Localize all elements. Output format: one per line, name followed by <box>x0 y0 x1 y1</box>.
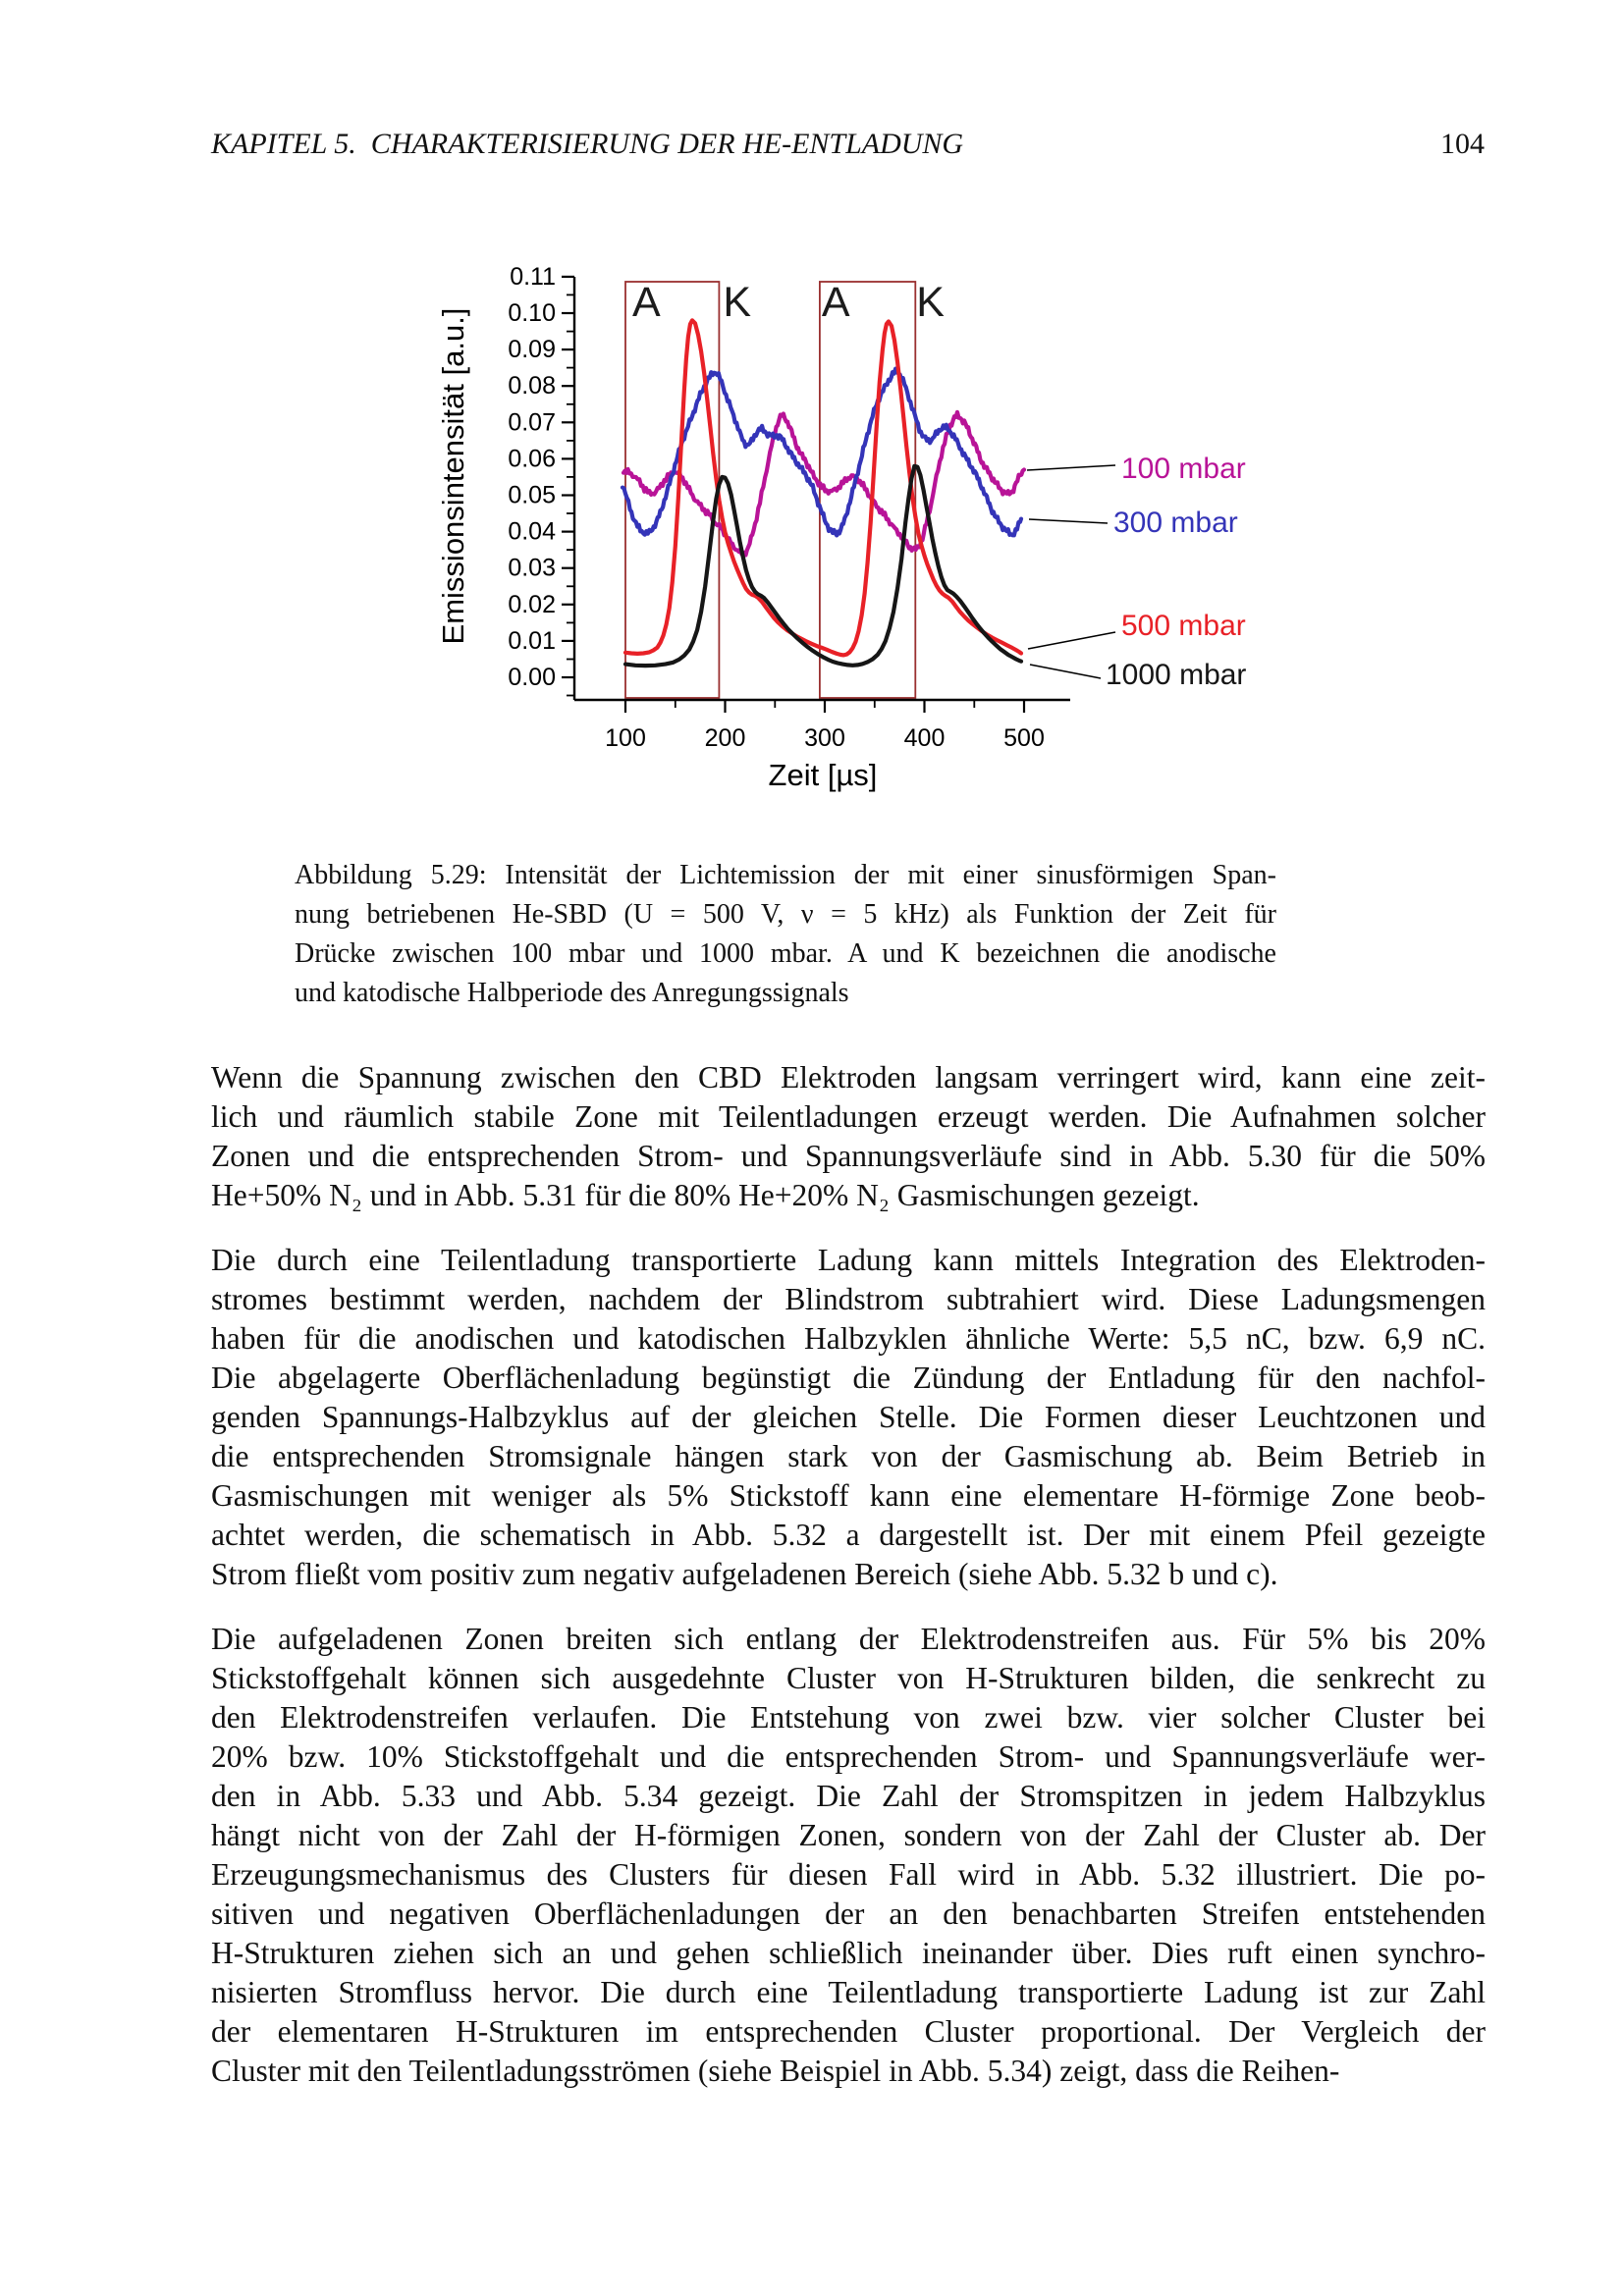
page-number: 104 <box>1440 128 1485 160</box>
half-period-letter: A <box>821 279 850 326</box>
text-line: die entsprechenden Stromsignale hängen stark von der Gasmischung ab. Beim Betrieb in <box>211 1439 1486 1473</box>
x-tick-label: 400 <box>903 724 946 752</box>
legend-leader-line <box>1027 465 1115 470</box>
caption-line: Abbildung 5.29: Intensität der Lichtemission der mit einer sinusförmigen Span- <box>295 860 1276 890</box>
text-line: stromes bestimmt werden, nachdem der Blindstrom subtrahiert wird. Diese Ladungsmengen <box>211 1282 1486 1316</box>
paragraph <box>211 1241 1486 1594</box>
figure-5-29 <box>0 0 1623 834</box>
x-tick-label: 500 <box>1003 724 1045 752</box>
x-tick-label: 300 <box>804 724 845 752</box>
text-line: sitiven und negativen Oberflächenladungen der an den benachbarten Streifen entstehenden <box>211 1896 1486 1931</box>
text-line: nisierten Stromfluss hervor. Die durch eine Teilentladung transportierte Ladung ist zur Zahl <box>211 1975 1486 2009</box>
text-line: den in Abb. 5.33 und Abb. 5.34 gezeigt. Die Zahl der Stromspitzen in jedem Halbzyklus <box>211 1779 1486 1813</box>
text-line: Strom fließt vom positiv zum negativ aufgeladenen Bereich (siehe Abb. 5.32 b und c). <box>211 1557 1278 1591</box>
text-line: Die aufgeladenen Zonen breiten sich entlang der Elektrodenstreifen aus. Für 5% bis 20% <box>211 1622 1486 1656</box>
legend-leader-line <box>1029 519 1108 523</box>
half-period-region-box <box>625 282 719 698</box>
x-tick-label: 100 <box>605 724 646 752</box>
y-axis-title: Emissionsintensität [a.u.] <box>436 307 470 645</box>
paragraph <box>211 1058 1486 1215</box>
legend-label: 500 mbar <box>1121 610 1246 642</box>
y-tick-label: 0.01 <box>508 626 556 655</box>
x-tick-label: 200 <box>704 724 746 752</box>
half-period-letter: K <box>916 279 945 326</box>
text-line: lich und räumlich stabile Zone mit Teilentladungen erzeugt werden. Die Aufnahmen solcher <box>211 1099 1486 1134</box>
text-line: 20% bzw. 10% Stickstoffgehalt und die entsprechenden Strom- und Spannungsverläufe wer- <box>211 1739 1486 1774</box>
text-line: Erzeugungsmechanismus des Clusters für diesen Fall wird in Abb. 5.32 illustriert. Die po- <box>211 1857 1486 1892</box>
paragraph <box>211 1620 1486 2091</box>
chapter-title: KAPITEL 5. CHARAKTERISIERUNG DER HE-ENTLADUNG <box>211 128 964 160</box>
half-period-letter: A <box>631 279 661 326</box>
y-tick-label: 0.02 <box>508 590 556 618</box>
emission-intensity-chart <box>0 0 1623 834</box>
half-period-letter: K <box>723 279 752 326</box>
caption-line: Drücke zwischen 100 mbar und 1000 mbar. A und K bezeichnen die anodische <box>295 938 1276 969</box>
text-line: der elementaren H-Strukturen im entsprechenden Cluster proportional. Der Vergleich der <box>211 2014 1486 2049</box>
y-tick-label: 0.09 <box>508 336 556 364</box>
text-line: den Elektrodenstreifen verlaufen. Die Entstehung von zwei bzw. vier solcher Cluster bei <box>211 1700 1486 1735</box>
x-axis-title: Zeit [µs] <box>768 758 878 792</box>
y-tick-label: 0.06 <box>508 445 556 473</box>
text-line: Die durch eine Teilentladung transportierte Ladung kann mittels Integration des Elektroden- <box>211 1243 1486 1277</box>
legend-leader-line <box>1030 665 1101 678</box>
legend-leader-line <box>1028 632 1115 649</box>
text-line: Cluster mit den Teilentladungsströmen (siehe Beispiel in Abb. 5.34) zeigt, dass die Reihen- <box>211 2054 1340 2088</box>
text-line: haben für die anodischen und katodischen Halbzyklen ähnliche Werte: 5,5 nC, bzw. 6,9 nC. <box>211 1321 1486 1356</box>
text-line: Wenn die Spannung zwischen den CBD Elektroden langsam verringert wird, kann eine zeit- <box>211 1060 1486 1095</box>
y-tick-label: 0.10 <box>508 299 556 327</box>
legend-label: 1000 mbar <box>1106 659 1247 691</box>
y-tick-label: 0.00 <box>508 664 556 691</box>
text-line: Stickstoffgehalt können sich ausgedehnte Cluster von H-Strukturen bilden, die senkrecht zu <box>211 1661 1486 1695</box>
y-tick-label: 0.03 <box>508 554 556 582</box>
series-1000-mbar <box>625 466 1021 666</box>
body-text <box>211 1058 1486 2116</box>
text-line: Gasmischungen mit weniger als 5% Stickstoff kann eine elementare H-förmige Zone beob- <box>211 1478 1486 1513</box>
text-line: achtet werden, die schematisch in Abb. 5.32 a dargestellt ist. Der mit einem Pfeil gezeigte <box>211 1518 1486 1552</box>
y-tick-label: 0.05 <box>508 481 556 509</box>
figure-caption <box>295 856 1276 1013</box>
y-tick-label: 0.07 <box>508 408 556 437</box>
y-tick-label: 0.11 <box>510 262 556 291</box>
text-line: Die abgelagerte Oberflächenladung begünstigt die Zündung der Entladung für den nachfol- <box>211 1361 1486 1395</box>
caption-line: nung betriebenen He-SBD (U = 500 V, ν = 5 kHz) als Funktion der Zeit für <box>295 899 1276 930</box>
y-tick-label: 0.08 <box>508 372 556 400</box>
text-line: genden Spannungs-Halbzyklus auf der gleichen Stelle. Die Formen dieser Leuchtzonen und <box>211 1400 1486 1434</box>
text-line: Zonen und die entsprechenden Strom- und Spannungsverläufe sind in Abb. 5.30 für die 50% <box>211 1139 1486 1173</box>
legend-label: 100 mbar <box>1121 453 1246 485</box>
text-line: He+50% N₂ und in Abb. 5.31 für die 80% He+20% N₂ Gasmischungen gezeigt. <box>211 1178 1200 1212</box>
text-line: hängt nicht von der Zahl der H-förmigen Zonen, sondern von der Zahl der Cluster ab. Der <box>211 1818 1486 1852</box>
text-line: H-Strukturen ziehen sich an und gehen schließlich ineinander über. Dies ruft einen synchro- <box>211 1936 1486 1970</box>
y-tick-label: 0.04 <box>508 517 556 546</box>
legend-label: 300 mbar <box>1113 507 1238 539</box>
caption-line: und katodische Halbperiode des Anregungssignals <box>295 978 849 1008</box>
